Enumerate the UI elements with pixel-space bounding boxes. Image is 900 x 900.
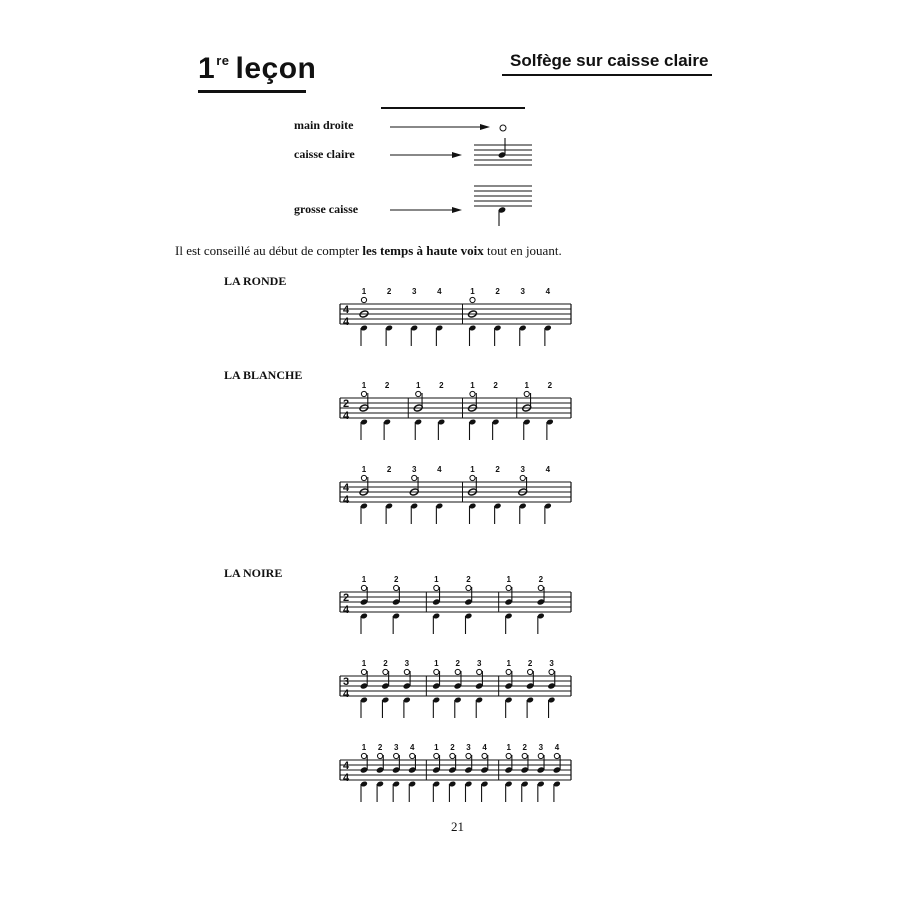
count-label: 2 [527, 659, 533, 668]
exercise-noire-2-4 [338, 570, 573, 646]
count-label: 1 [361, 659, 367, 668]
count-label: 2 [386, 465, 392, 474]
count-label: 2 [495, 465, 500, 474]
lesson-suffix: re [216, 53, 230, 68]
right-hand-marker [416, 391, 421, 396]
count-label: 3 [520, 465, 525, 474]
count-label: 1 [524, 381, 529, 390]
right-hand-marker [383, 669, 388, 674]
right-hand-marker [506, 585, 511, 590]
count-label: 1 [361, 575, 367, 584]
right-hand-marker [470, 391, 475, 396]
right-hand-marker [410, 753, 415, 758]
right-hand-marker [554, 753, 559, 758]
count-label: 2 [439, 381, 444, 390]
exercise-ronde-4-4 [338, 282, 573, 358]
count-label: 1 [361, 465, 367, 474]
count-label: 1 [361, 287, 367, 296]
count-label: 1 [506, 575, 511, 584]
right-hand-marker [538, 585, 543, 590]
time-signature-bottom: 4 [342, 688, 350, 700]
count-label: 2 [466, 575, 471, 584]
legend-label-snare: caisse claire [294, 147, 355, 161]
intro-after: tout en jouant. [483, 243, 562, 258]
right-hand-marker [361, 753, 366, 758]
right-hand-marker [470, 297, 475, 302]
right-hand-marker [434, 753, 439, 758]
count-label: 2 [538, 575, 544, 584]
right-hand-marker [434, 669, 439, 674]
legend-label-right-hand: main droite [294, 118, 354, 132]
count-label: 1 [434, 575, 439, 584]
count-label: 1 [506, 659, 511, 668]
count-label: 3 [393, 743, 399, 752]
count-label: 2 [386, 287, 392, 296]
right-hand-marker [361, 475, 366, 480]
legend-diagram [370, 100, 550, 230]
legend-label-bass-drum: grosse caisse [294, 202, 359, 216]
right-hand-marker [506, 669, 511, 674]
right-hand-marker [450, 753, 455, 758]
right-hand-marker [520, 475, 525, 480]
time-signature-top: 2 [342, 398, 350, 410]
lesson-number: 1 [198, 52, 216, 85]
count-label: 3 [549, 659, 554, 668]
right-hand-marker [549, 669, 554, 674]
count-label: 2 [393, 575, 399, 584]
time-signature-top: 4 [342, 482, 350, 494]
count-label: 3 [538, 743, 544, 752]
count-label: 4 [482, 743, 487, 752]
count-label: 1 [361, 743, 367, 752]
right-hand-marker [482, 753, 487, 758]
count-label: 2 [384, 381, 390, 390]
right-hand-marker [524, 391, 529, 396]
right-hand-marker [394, 753, 399, 758]
count-label: 2 [547, 381, 553, 390]
time-signature-top: 4 [342, 304, 350, 316]
count-label: 4 [437, 465, 442, 474]
count-label: 4 [545, 287, 551, 296]
arrowhead-snare [452, 152, 462, 158]
count-label: 1 [506, 743, 511, 752]
page-number: 21 [451, 819, 464, 834]
right-hand-marker [528, 669, 533, 674]
right-hand-marker [477, 669, 482, 674]
count-label: 3 [520, 287, 525, 296]
count-label: 1 [416, 381, 421, 390]
count-label: 1 [434, 659, 439, 668]
exercise-noire-4-4 [338, 738, 573, 814]
count-label: 4 [545, 465, 551, 474]
time-signature-bottom: 4 [342, 772, 350, 784]
count-label: 4 [554, 743, 560, 752]
right-hand-marker [455, 669, 460, 674]
time-signature-bottom: 4 [342, 316, 350, 328]
right-hand-marker [404, 669, 409, 674]
count-label: 1 [361, 381, 367, 390]
right-hand-marker [470, 475, 475, 480]
count-label: 2 [450, 743, 455, 752]
arrowhead-right-hand [480, 124, 490, 130]
lesson-title [198, 52, 316, 86]
count-label: 2 [495, 287, 500, 296]
intro-text [175, 243, 562, 259]
right-hand-marker [361, 585, 366, 590]
time-signature-bottom: 4 [342, 494, 350, 506]
lesson-title-underline [198, 90, 306, 93]
count-label: 1 [434, 743, 439, 752]
count-label: 1 [470, 287, 475, 296]
arrowhead-bass [452, 207, 462, 213]
section-title-noire: LA NOIRE [224, 566, 283, 580]
count-label: 2 [493, 381, 498, 390]
lesson-word: leçon [235, 52, 317, 85]
count-label: 3 [466, 743, 471, 752]
exercise-noire-3-4 [338, 654, 573, 730]
count-label: 1 [470, 465, 475, 474]
right-hand-marker [361, 669, 366, 674]
time-signature-top: 3 [342, 676, 350, 688]
right-hand-marker [412, 475, 417, 480]
count-label: 3 [476, 659, 482, 668]
exercise-blanche-4-4 [338, 460, 573, 536]
right-hand-marker [394, 585, 399, 590]
count-label: 3 [404, 659, 410, 668]
count-label: 3 [412, 287, 417, 296]
right-hand-marker [466, 585, 471, 590]
intro-bold: les temps à haute voix [362, 243, 484, 258]
count-label: 2 [377, 743, 383, 752]
time-signature-bottom: 4 [342, 604, 350, 616]
section-title-ronde: LA RONDE [224, 274, 287, 288]
count-label: 1 [470, 381, 475, 390]
right-hand-marker [361, 297, 366, 302]
count-label: 4 [410, 743, 415, 752]
time-signature-bottom: 4 [342, 410, 350, 422]
legend-bass-staff [474, 186, 532, 206]
right-hand-marker [377, 753, 382, 758]
right-hand-marker [538, 753, 543, 758]
page-subtitle: Solfège sur caisse claire [510, 51, 709, 70]
count-label: 2 [522, 743, 527, 752]
right-hand-marker [361, 391, 366, 396]
intro-before: Il est conseillé au début de compter [175, 243, 363, 258]
right-hand-marker [522, 753, 527, 758]
legend-hand-marker [500, 125, 506, 131]
right-hand-marker [506, 753, 511, 758]
section-title-blanche: LA BLANCHE [224, 368, 303, 382]
count-label: 2 [383, 659, 388, 668]
count-label: 3 [412, 465, 417, 474]
time-signature-top: 4 [342, 760, 350, 772]
time-signature-top: 2 [342, 592, 350, 604]
exercise-blanche-2-4 [338, 376, 573, 452]
right-hand-marker [434, 585, 439, 590]
count-label: 4 [437, 287, 442, 296]
count-label: 2 [455, 659, 461, 668]
subtitle-underline [502, 74, 712, 76]
right-hand-marker [466, 753, 471, 758]
